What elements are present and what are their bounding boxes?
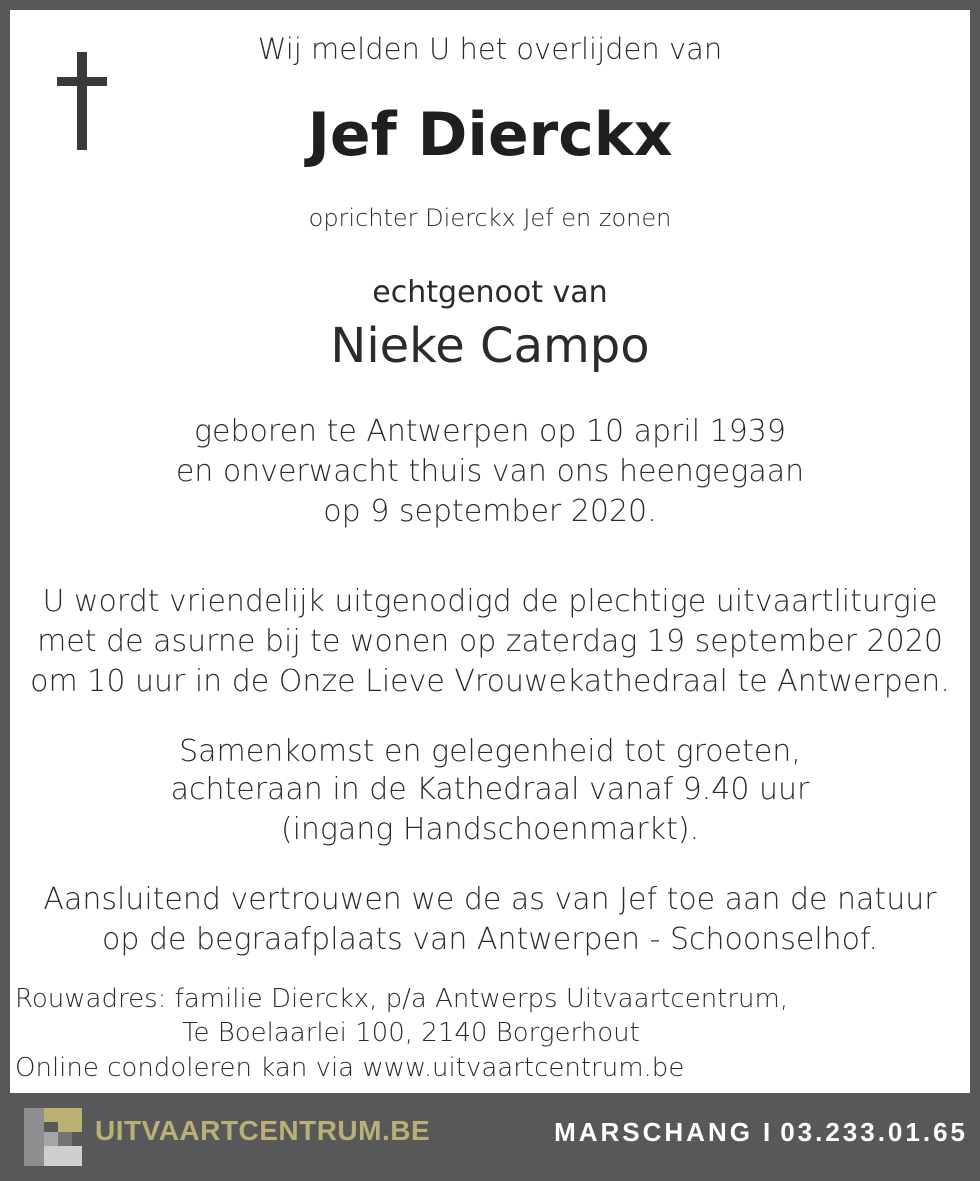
deceased-name: Jef Dierckx [307,100,673,170]
address-line: Rouwadres: familie Dierckx, p/a Antwerps Uitvaartcentrum, [15,984,789,1014]
condolence-line: Online condoleren kan via www.uitvaartcentrum.be [15,1053,685,1083]
uitvaartcentrum-logo-icon [24,1108,82,1166]
birth-death-line: geboren te Antwerpen op 10 april 1939 [194,414,786,449]
birth-death-line: op 9 september 2020. [323,494,657,529]
deceased-role: oprichter Dierckx Jef en zonen [308,204,672,232]
gathering-line: achteraan in de Kathedraal vanaf 9.40 uur [170,772,810,807]
phone-number: 03.233.01.65 [780,1117,968,1147]
invitation-line: U wordt vriendelijk uitgenodigd de plechtige uitvaartliturgie [42,584,938,619]
burial-line: Aansluitend vertrouwen we de as van Jef toe aan de natuur [43,882,937,917]
gathering-line: (ingang Handschoenmarkt). [280,812,700,847]
birth-death-line: en onverwacht thuis van ons heengegaan [175,454,805,489]
intro-text: Wij melden U het overlijden van [257,32,723,66]
company-name: MARSCHANG [554,1117,753,1147]
footer-bar [0,1093,980,1181]
burial-line: op de begraafplaats van Antwerpen - Schoonselhof. [102,922,878,957]
obituary-card [10,10,970,1093]
invitation-line: met de asurne bij te wonen op zaterdag 19 september 2020 [37,624,943,659]
spouse-label: echtgenoot van [372,275,608,310]
gathering-line: Samenkomst en gelegenheid tot groeten, [179,734,801,769]
contact-info [554,1117,968,1148]
invitation-line: om 10 uur in de Onze Lieve Vrouwekathedraal te Antwerpen. [30,664,950,699]
spouse-name: Nieke Campo [330,318,650,374]
address-line: Te Boelaarlei 100, 2140 Borgerhout [182,1018,640,1048]
separator: I [762,1117,771,1147]
brand-name: UITVAARTCENTRUM.BE [95,1115,431,1146]
